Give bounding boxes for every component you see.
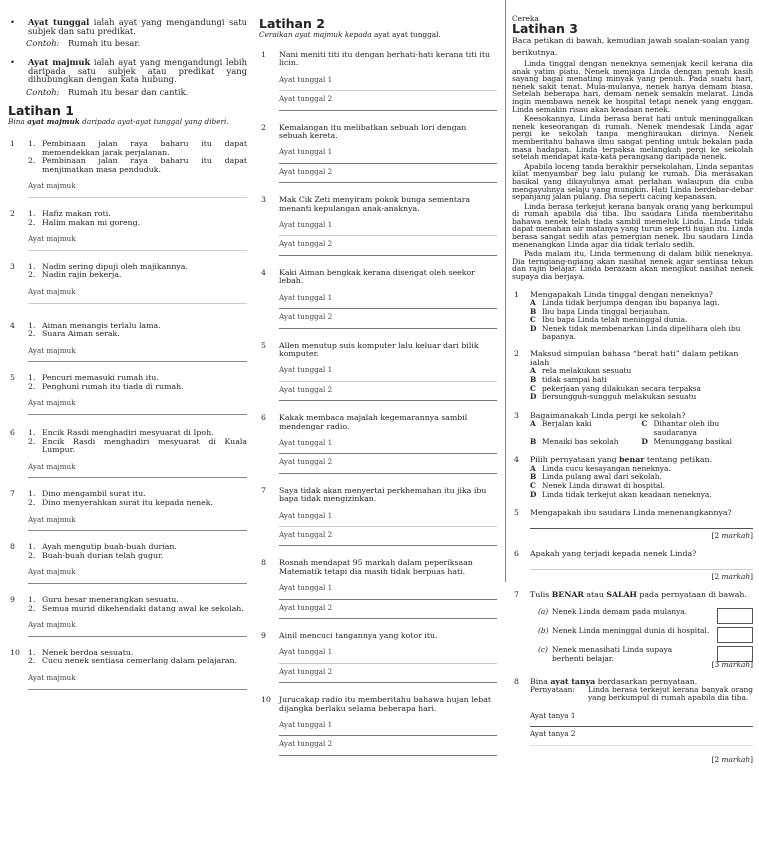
ayat-tunggal-1-line[interactable]: Ayat tunggal 1: [279, 294, 497, 309]
option-c[interactable]: C Ibu bapa Linda telah meninggal dunia.: [530, 315, 688, 325]
tunggal-sentence-2: 2. Nadin rajin bekerja.: [28, 270, 122, 280]
ayat-majmuk-answer-line[interactable]: Ayat majmuk: [28, 182, 247, 198]
question-text: Apakah yang terjadi kepada nenek Linda?: [530, 549, 697, 559]
ayat-tunggal-2-line[interactable]: Ayat tunggal 2: [279, 458, 497, 473]
ayat-majmuk-answer-line[interactable]: Ayat majmuk: [28, 568, 247, 584]
question-number: 5: [514, 508, 519, 518]
question-text: Mengapakah Linda tinggal dengan neneknya?: [530, 289, 713, 299]
latihan1-item: [8, 374, 247, 415]
tunggal-sentence-1: 1. Nadin sering dipuji oleh majikannya.: [28, 261, 188, 271]
tunggal-sentence-1: 1. Guru besar menerangkan sesuatu.: [28, 595, 179, 604]
column-latihan3: [506, 0, 759, 853]
item-number: 1: [10, 138, 15, 148]
latihan2-item: [259, 269, 497, 333]
majmuk-sentence: Mak Cik Zeti menyiram pokok bunga sementara menanti kepulangan anak-anaknya.: [279, 195, 471, 213]
option-d[interactable]: D Menunggang basikal: [641, 436, 732, 446]
ayat-tunggal-2-line[interactable]: Ayat tunggal 2: [279, 668, 497, 683]
answer-label-2: Ayat tanya 2: [530, 730, 753, 746]
question-text: Mengapakah ibu saudara Linda menenangkannya?: [530, 508, 732, 518]
answer-box[interactable]: [717, 627, 753, 643]
ayat-tunggal-1-line[interactable]: Ayat tunggal 1: [279, 76, 497, 91]
ayat-tunggal-1-line[interactable]: Ayat tunggal 1: [279, 648, 497, 663]
latihan2-item: [259, 414, 497, 478]
option-b[interactable]: B Menaiki bas sekolah: [530, 436, 619, 446]
note-ayat-majmuk: [8, 58, 247, 84]
question-text: Pilih pernyataan yang benar tentang petikan.: [530, 455, 712, 465]
marks-label: [2 markah]: [711, 754, 753, 764]
latihan1-item: [8, 210, 247, 251]
note-definition: ialah ayat yang mengandungi lebih daripada satu subjek atau predikat yang dihubungkan dengan kata hubung.: [28, 57, 247, 85]
item-number: 6: [261, 413, 266, 423]
ayat-majmuk-answer-line[interactable]: Ayat majmuk: [28, 235, 247, 251]
passage-paragraph: Linda tinggal dengan neneknya semenjak kecil kerana dia anak yatim piatu. Nenek menjaga Linda dengan penuh kasih sayang bagai menating minyak yang penuh. Pada suatu hari, nenek sakit tenat. Mula-mulanya, nenek hanya demam biasa. Setelah beberapa hari, demam nenek semakin melarat. Linda ingin membawa nenek ke hospital tetapi nenek yang enggan. Linda semakin risau akan keadaan nenek.: [512, 59, 753, 114]
marks-label: [2 markah]: [711, 571, 753, 581]
ayat-tunggal-2-line[interactable]: Ayat tunggal 2: [279, 313, 497, 328]
bullet-icon: •: [10, 57, 15, 68]
item-number: 5: [10, 373, 15, 383]
latihan2-item: [259, 487, 497, 551]
option-c[interactable]: C Nenek Linda dirawat di hospital.: [530, 480, 666, 490]
section-title-latihan1: Latihan 1: [8, 102, 74, 118]
item-number: 8: [261, 558, 266, 568]
latihan1-item: [8, 649, 247, 690]
latihan2-item: [259, 342, 497, 406]
majmuk-sentence: Jurucakap radio itu memberitahu bahawa hujan lebat dijangka berlaku selama beberapa hari.: [279, 695, 492, 713]
note-example: [26, 87, 247, 97]
question-4: [512, 456, 753, 499]
option-a[interactable]: A Berjalan kaki: [530, 419, 592, 429]
tunggal-sentence-2: 2. Halim makan mi goreng.: [28, 217, 141, 227]
ayat-tunggal-1-line[interactable]: Ayat tunggal 1: [279, 148, 497, 163]
tunggal-sentence-1: 1. Ayah mengutip buah-buah durian.: [28, 542, 177, 552]
latihan1-item: [8, 263, 247, 304]
options-grid: [530, 420, 753, 446]
section-title-latihan3: Latihan 3: [512, 21, 578, 36]
item-number: 3: [10, 261, 15, 271]
ayat-majmuk-answer-line[interactable]: Ayat majmuk: [28, 621, 247, 637]
option-a[interactable]: A rela melakukan sesuatu: [530, 366, 632, 376]
note-ayat-tunggal: [8, 18, 247, 35]
question-3: [512, 412, 753, 446]
ayat-tunggal-2-line[interactable]: Ayat tunggal 2: [279, 95, 497, 110]
item-number: 5: [261, 340, 266, 350]
option-d[interactable]: D bersungguh-sungguh melakukan sesuatu: [530, 392, 697, 402]
tunggal-sentence-1: 1. Pembinaan jalan raya baharu itu dapat memendekkan jarak perjalanan.: [28, 138, 247, 157]
option-b[interactable]: B Ibu bapa Linda tinggal berjauhan.: [530, 306, 670, 316]
question-text: Maksud simpulan bahasa “berat hati” dalam petikan ialah: [530, 349, 739, 367]
statement-b: (b) Nenek Linda meninggal dunia di hospital.: [530, 627, 753, 643]
ayat-tunggal-2-line[interactable]: Ayat tunggal 2: [279, 386, 497, 401]
ayat-tunggal-1-line[interactable]: Ayat tunggal 1: [279, 584, 497, 599]
majmuk-sentence: Nani meniti titi itu dengan berhati-hati kerana titi itu licin.: [279, 50, 490, 68]
ayat-tunggal-2-line[interactable]: Ayat tunggal 2: [279, 168, 497, 183]
genre-tag: Cereka: [512, 14, 539, 23]
majmuk-sentence: Allen menutup suis komputer lalu keluar dari bilik komputer.: [279, 340, 479, 358]
latihan2-item: [259, 696, 497, 760]
tunggal-sentence-1: 1. Nenek berdoa sesuatu.: [28, 647, 134, 657]
latihan1-instruction: Bina ayat majmuk daripada ayat-ayat tunggal yang diberi.: [8, 116, 229, 126]
tunggal-sentence-2: 2. Encik Rasdi menghadiri mesyuarat di Kuala Lumpur.: [28, 436, 247, 455]
ayat-majmuk-answer-line[interactable]: Ayat majmuk: [28, 516, 247, 532]
ayat-tunggal-1-line[interactable]: Ayat tunggal 1: [279, 721, 497, 736]
passage: [512, 60, 753, 281]
question-1: [512, 291, 753, 341]
option-d[interactable]: D Nenek tidak membenarkan Linda dipelihara oleh ibu bapanya.: [530, 324, 741, 341]
ayat-majmuk-answer-line[interactable]: Ayat majmuk: [28, 347, 247, 363]
answer-line[interactable]: [530, 518, 753, 529]
ayat-tunggal-1-line[interactable]: Ayat tunggal 1: [279, 512, 497, 527]
marks-label: [2 markah]: [711, 530, 753, 540]
ayat-tunggal-1-line[interactable]: Ayat tunggal 1: [279, 439, 497, 454]
item-number: 2: [10, 208, 15, 218]
question-6: [512, 550, 753, 581]
column-notes-latihan1: [0, 0, 253, 853]
bullet-icon: •: [10, 17, 15, 27]
item-number: 7: [10, 489, 15, 499]
tunggal-sentence-1: 1. Hafiz makan roti.: [28, 208, 111, 218]
passage-paragraph: Apabila loceng tanda berakhir persekolahan, Linda sepantas kilat menyambar beg lalu pulang ke rumah. Dia merasakan basikal yang dikayuhnya amat perlahan walaupun dia cuba mengayuhnya selaju yang mungkin. Hati Linda berdebar-debar sepanjang jalan pulang. Dia seperti cacing kepanasan.: [512, 161, 753, 202]
question-number: 7: [514, 590, 519, 600]
ayat-tunggal-2-line[interactable]: Ayat tunggal 2: [279, 531, 497, 546]
ayat-tunggal-1-line[interactable]: Ayat tunggal 1: [279, 366, 497, 381]
note-term: Ayat majmuk: [28, 57, 91, 68]
section-title-latihan2: Latihan 2: [259, 16, 325, 31]
ayat-tunggal-2-line[interactable]: Ayat tunggal 2: [279, 740, 497, 755]
tunggal-sentence-2: 2. Buah-buah durian telah gugur.: [28, 550, 164, 560]
ayat-tunggal-1-line[interactable]: Ayat tunggal 1: [279, 221, 497, 236]
option-b[interactable]: B tidak sampai hati: [530, 374, 607, 384]
example-text: Rumah itu besar dan cantik.: [68, 86, 189, 97]
tunggal-sentence-2: 2. Cucu nenek sentiasa cemerlang dalam pelajaran.: [28, 656, 238, 666]
latihan2-item: [259, 124, 497, 188]
question-text: Tulis BENAR atau SALAH pada pernyataan di bawah.: [530, 590, 747, 600]
question-number: 2: [514, 349, 519, 359]
ayat-majmuk-answer-line[interactable]: Ayat majmuk: [28, 288, 247, 304]
majmuk-sentence: Kakak membaca majalah kegemarannya sambil mendengar radio.: [279, 413, 468, 431]
option-c[interactable]: C Dihantar oleh ibu saudaranya: [641, 419, 720, 437]
latihan1-item: [8, 490, 247, 531]
answer-label-1: Ayat tanya 1: [530, 712, 753, 727]
note-term: Ayat tunggal: [28, 17, 90, 27]
question-number: 8: [514, 676, 519, 686]
note-definition: ialah ayat yang mengandungi satu subjek dan satu predikat.: [28, 17, 247, 36]
item-number: 4: [10, 320, 15, 330]
statement: Pernyataan: Linda berasa terkejut kerana banyak orang yang berkumpul di rumah apabila dia tiba.: [530, 685, 753, 703]
tunggal-sentence-1: 1. Encik Rasdi menghadiri mesyuarat di Ipoh.: [28, 428, 214, 438]
latihan2-item: [259, 51, 497, 115]
option-a[interactable]: A Linda tidak berjumpa dengan ibu bapanya lagi.: [530, 298, 720, 308]
item-number: 6: [10, 428, 15, 438]
question-text: Bagaimanakah Linda pergi ke sekolah?: [530, 410, 686, 420]
ayat-majmuk-answer-line[interactable]: Ayat majmuk: [28, 674, 247, 690]
item-number: 2: [261, 122, 266, 132]
item-number: 1: [261, 50, 266, 59]
ayat-majmuk-answer-line[interactable]: Ayat majmuk: [28, 399, 247, 415]
latihan2-list: [259, 51, 497, 760]
tunggal-sentence-1: 1. Aiman menangis terlalu lama.: [28, 320, 161, 330]
item-number: 10: [261, 695, 271, 705]
majmuk-sentence: Ainil mencuci tangannya yang kotor itu.: [279, 631, 438, 640]
tunggal-sentence-1: 1. Pencuri memasuki rumah itu.: [28, 373, 159, 383]
option-b[interactable]: B Linda pulang awal dari sekolah.: [530, 472, 662, 482]
example-label: Contoh:: [26, 38, 60, 49]
item-number: 3: [261, 195, 266, 205]
example-label: Contoh:: [26, 86, 60, 97]
option-c[interactable]: C pekerjaan yang dilakukan secara terpaksa: [530, 383, 701, 393]
question-number: 4: [514, 455, 519, 465]
question-number: 3: [514, 410, 519, 420]
item-number: 7: [261, 485, 266, 495]
latihan3-instruction: Baca petikan di bawah, kemudian jawab soalan-soalan yang berikutnya.: [512, 36, 750, 57]
latihan2-instruction: Ceraikan ayat majmuk kepada ayat ayat tunggal.: [259, 30, 441, 39]
option-d[interactable]: D Linda tidak terkejut akan keadaan neneknya.: [530, 489, 712, 499]
option-a[interactable]: A Linda cucu kesayangan neneknya.: [530, 463, 671, 473]
note-example: [26, 38, 247, 48]
latihan1-item: [8, 596, 247, 637]
latihan1-item: [8, 322, 247, 363]
latihan2-item: [259, 196, 497, 260]
item-number: 4: [261, 267, 266, 277]
tunggal-sentence-2: 2. Dino menyerahkan surat itu kepada nenek.: [28, 498, 213, 508]
majmuk-sentence: Saya tidak akan menyertai perkhemahan itu jika ibu bapa tidak mengizinkan.: [279, 485, 487, 504]
answer-box[interactable]: [717, 608, 753, 624]
majmuk-sentence: Rosnah mendapat 95 markah dalam peperiksaan Matematik tetapi dia masih tidak berpuas hati.: [279, 558, 473, 576]
latihan1-item: [8, 543, 247, 584]
column-latihan2: [253, 0, 506, 749]
question-2: [512, 350, 753, 402]
latihan1-list: [8, 140, 247, 690]
latihan1-item: [8, 140, 247, 198]
statement-a: (a) Nenek Linda demam pada mulanya.: [530, 608, 753, 624]
question-number: 1: [514, 289, 519, 299]
tunggal-sentence-2: 2. Semua murid dikehendaki datang awal ke sekolah.: [28, 603, 244, 613]
passage-paragraph: Linda berasa terkejut kerana banyak orang yang berkumpul di rumah apabila dia tiba. Ibu saudara Linda memberitahu bahawa nenek telah tiada sambil memeluk Linda. Linda tidak dapat menahan air matanya yang turun seperti hujan itu. Linda berasa sangat sedih atas pemergian nenek. Ibu saudara Linda menenangkan Linda agar dia tidak terlalu sedih.: [512, 201, 753, 249]
ayat-majmuk-answer-line[interactable]: Ayat majmuk: [28, 463, 247, 479]
latihan2-item: [259, 559, 497, 623]
marks-label: [3 markah]: [711, 660, 753, 670]
ayat-tunggal-2-line[interactable]: Ayat tunggal 2: [279, 604, 497, 619]
latihan1-item: [8, 429, 247, 478]
passage-paragraph: Pada malam itu, Linda termenung di dalam bilik neneknya. Dia terngiang-ngiang akan nasihat nenek agar sentiasa tekun dan rajin belajar. Linda berazam akan mengikut nasihat nenek supaya dia berjaya.: [512, 249, 753, 282]
answer-line[interactable]: [530, 559, 753, 570]
item-number: 10: [10, 647, 20, 657]
example-text: Rumah itu besar.: [68, 38, 141, 49]
tunggal-sentence-2: 2. Pembinaan jalan raya baharu itu dapat menjimatkan masa penduduk.: [28, 156, 247, 174]
question-text: Bina ayat tanya berdasarkan pernyataan.: [530, 676, 698, 686]
question-8: [512, 678, 753, 764]
latihan2-item: [259, 632, 497, 687]
item-number: 8: [10, 542, 15, 552]
question-7: [512, 591, 753, 669]
tunggal-sentence-2: 2. Penghuni rumah itu tiada di rumah.: [28, 381, 184, 391]
tunggal-sentence-1: 1. Dino mengambil surat itu.: [28, 489, 146, 499]
tunggal-sentence-2: 2. Suara Aiman serak.: [28, 329, 120, 339]
statement-c: (c) Nenek menasihati Linda supaya berhenti belajar.: [530, 646, 753, 663]
item-number: 9: [10, 595, 15, 604]
question-5: [512, 509, 753, 540]
question-number: 6: [514, 549, 519, 559]
majmuk-sentence: Kaki Aiman bengkak kerana disengat oleh seekor lebah.: [279, 267, 475, 286]
majmuk-sentence: Kemalangan itu melibatkan sebuah lori dengan sebuah kereta.: [279, 122, 467, 141]
item-number: 9: [261, 631, 266, 640]
ayat-tunggal-2-line[interactable]: Ayat tunggal 2: [279, 240, 497, 255]
passage-paragraph: Keesokannya, Linda berasa berat hati untuk meninggalkan nenek keseorangan di rumah. Nenek mendesak Linda agar pergi ke sekolah tanpa menghiraukan dirinya. Nenek memberitahu bahawa ilmu sangat penting untuk bekalan pada masa hadapan. Linda terpaksa melangkah pergi ke sekolah setelah mendapat kata-kata perangsang daripada nenek.: [512, 114, 753, 162]
